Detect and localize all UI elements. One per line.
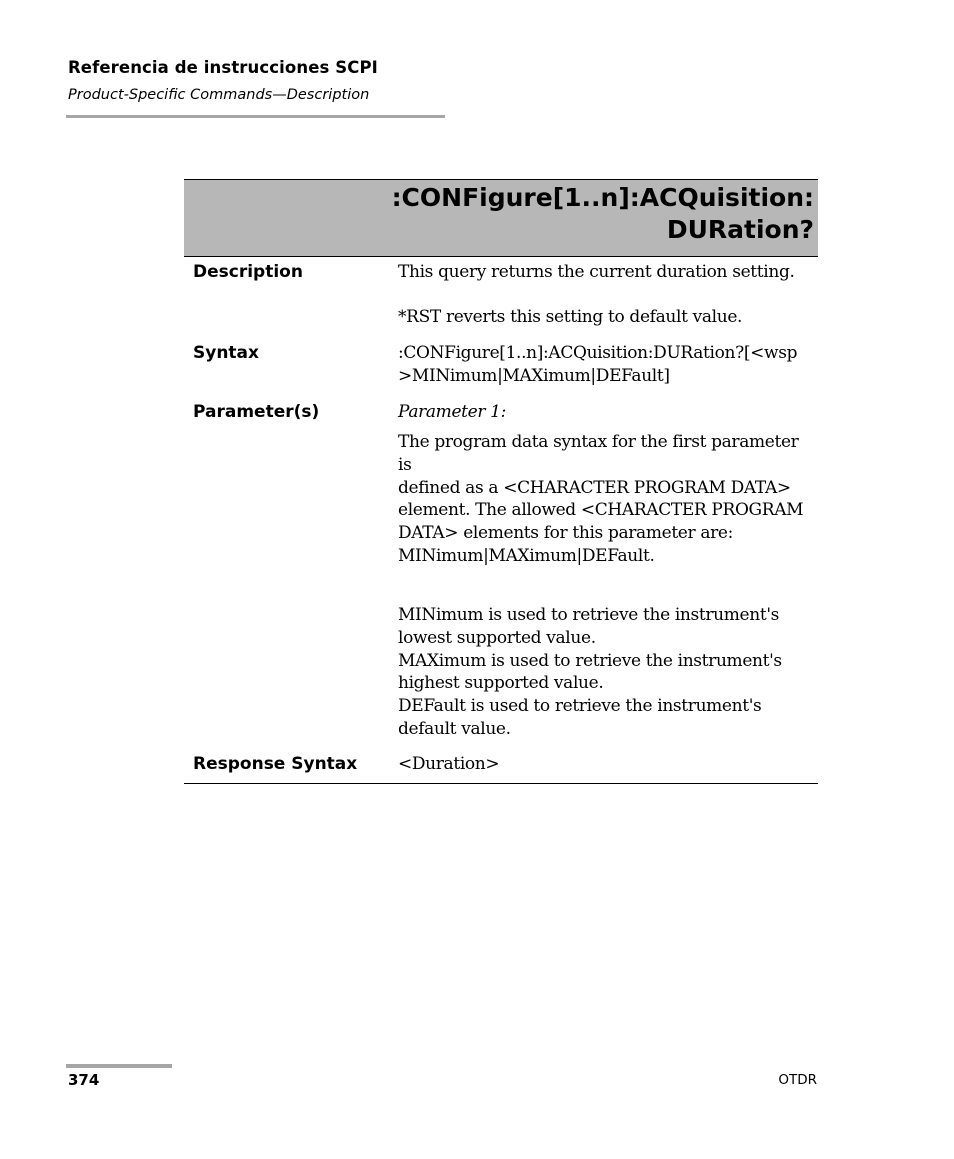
param-def-line-2: defined as a <CHARACTER PROGRAM DATA>: [398, 477, 791, 498]
parameter-definition-text: [398, 431, 816, 568]
header-rule: [66, 115, 445, 118]
param-val-line-4: highest supported value.: [398, 673, 604, 694]
parameters-label: Parameter(s): [193, 402, 320, 422]
param-def-line-5: MINimum|MAXimum|DEFault.: [398, 545, 655, 566]
param-def-line-4: DATA> elements for this parameter are:: [398, 523, 733, 544]
command-title-line-2: DURation?: [666, 215, 814, 244]
syntax-label: Syntax: [193, 343, 259, 363]
response-syntax-label: Response Syntax: [193, 754, 358, 774]
syntax-line-2: >MINimum|MAXimum|DEFault]: [398, 365, 670, 386]
product-name: OTDR: [778, 1072, 817, 1088]
description-text: This query returns the current duration setting.: [398, 262, 795, 282]
parameter-values-text: [398, 604, 816, 741]
param-val-line-6: default value.: [398, 718, 511, 739]
rst-note-text: *RST reverts this setting to default value.: [398, 307, 743, 327]
param-val-line-2: lowest supported value.: [398, 627, 596, 648]
syntax-text: [398, 342, 816, 388]
table-bottom-rule: [184, 783, 818, 784]
param-def-line-1: The program data syntax for the first parameter is: [398, 432, 799, 475]
description-label: Description: [193, 262, 303, 282]
command-title-box: [184, 179, 818, 257]
parameter-heading: Parameter 1:: [398, 402, 507, 422]
command-title-line-1: :CONFigure[1..n]:ACQuisition:: [391, 183, 814, 212]
command-title: [214, 182, 814, 246]
param-val-line-5: DEFault is used to retrieve the instrument's: [398, 696, 762, 717]
running-header-subtitle: Product-Specific Commands—Description: [68, 87, 370, 103]
footer-rule: [66, 1064, 172, 1068]
page-number: 374: [68, 1071, 100, 1089]
syntax-line-1: :CONFigure[1..n]:ACQuisition:DURation?[<wsp: [398, 343, 798, 363]
response-syntax-text: <Duration>: [398, 754, 500, 774]
param-val-line-1: MINimum is used to retrieve the instrument's: [398, 605, 780, 625]
param-def-line-3: element. The allowed <CHARACTER PROGRAM: [398, 500, 804, 521]
param-val-line-3: MAXimum is used to retrieve the instrument's: [398, 650, 782, 671]
running-header-title: Referencia de instrucciones SCPI: [68, 58, 378, 77]
